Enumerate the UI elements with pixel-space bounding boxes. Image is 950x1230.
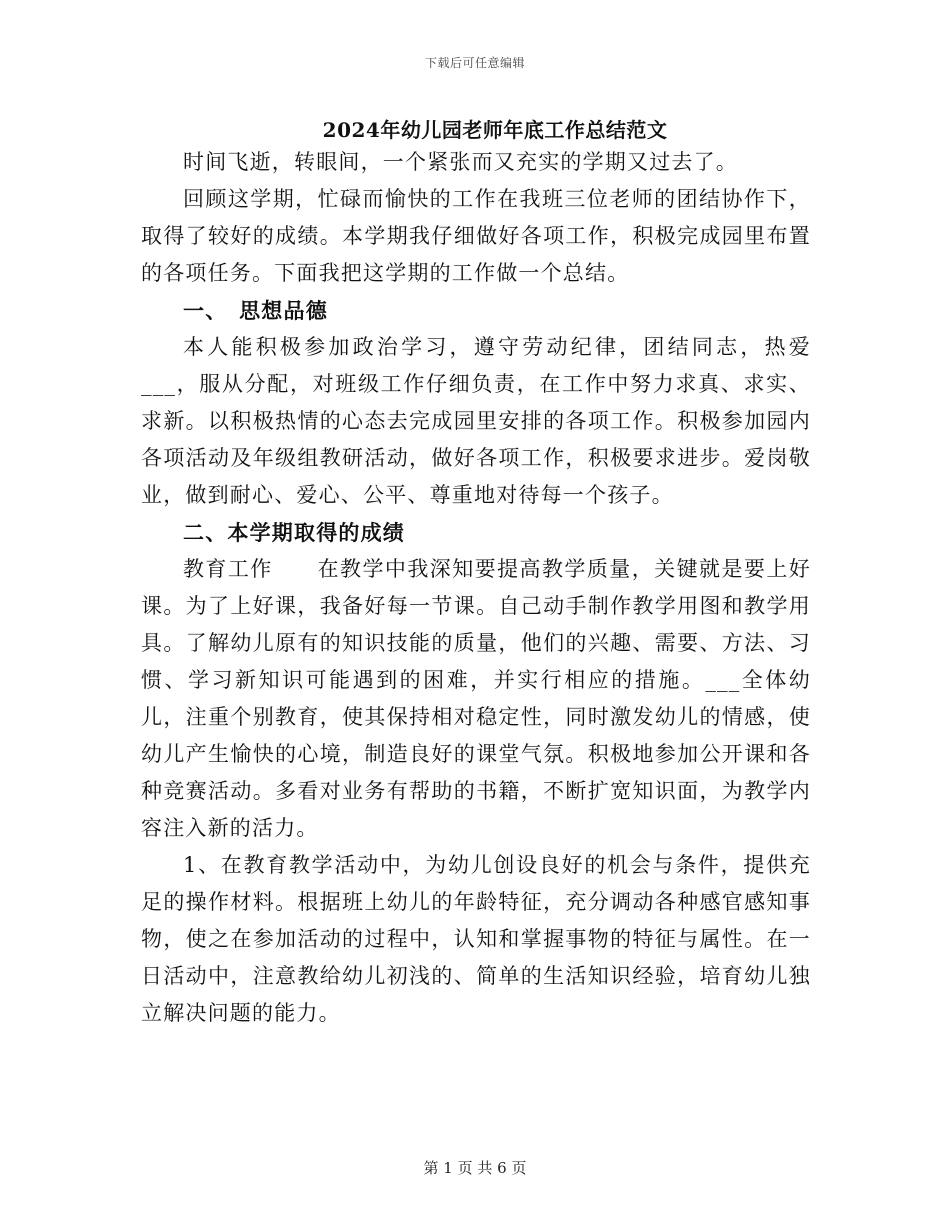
document-body bbox=[141, 144, 811, 1032]
section-heading-achievements: 二、本学期取得的成绩 bbox=[183, 520, 405, 545]
document-title: 2024年幼儿园老师年底工作总结范文 bbox=[322, 118, 668, 142]
paragraph-ideology: 本人能积极参加政治学习，遵守劳动纪律，团结同志，热爱___，服从分配，对班级工作仔细负责，在工作中努力求真、求实、求新。以积极热情的心态去完成园里安排的各项工作。积极参加园内各项活动及年级组教研活动，做好各项工作，积极要求进步。爱岗敬业，做到耐心、爱心、公平、尊重地对待每一个孩子。 bbox=[141, 335, 811, 507]
paragraph-item-1: 1、在教育教学活动中，为幼儿创设良好的机会与条件，提供充足的操作材料。根据班上幼儿的年龄特征，充分调动各种感官感知事物，使之在参加活动的过程中，认知和掌握事物的特征与属性。在一日活动中，注意教给幼儿初浅的、简单的生活知识经验，培育幼儿独立解决问题的能力。 bbox=[141, 853, 811, 1025]
section-heading-ideology: 一、 思想品德 bbox=[183, 298, 328, 323]
paragraph-review: 回顾这学期，忙碌而愉快的工作在我班三位老师的团结协作下，取得了较好的成绩。本学期我仔细做好各项工作，积极完成园里布置的各项任务。下面我把这学期的工作做一个总结。 bbox=[141, 187, 811, 285]
paragraph-teaching: 教育工作 在教学中我深知要提高教学质量，关键就是要上好课。为了上好课，我备好每一节课。自己动手制作教学用图和教学用具。了解幼儿原有的知识技能的质量，他们的兴趣、需要、方法、习惯、学习新知识可能遇到的困难，并实行相应的措施。___全体幼儿，注重个别教育，使其保持相对稳定性，同时激发幼儿的情感，使幼儿产生愉快的心境，制造良好的课堂气氛。积极地参加公开课和各种竞赛活动。多看对业务有帮助的书籍，不断扩宽知识面，为教学内容注入新的活力。 bbox=[141, 557, 811, 840]
header-note: 下载后可任意编辑 bbox=[424, 56, 525, 70]
paragraph-intro: 时间飞逝，转眼间，一个紧张而又充实的学期又过去了。 bbox=[183, 150, 738, 174]
page-number-footer: 第 1 页 共 6 页 bbox=[423, 1159, 527, 1177]
